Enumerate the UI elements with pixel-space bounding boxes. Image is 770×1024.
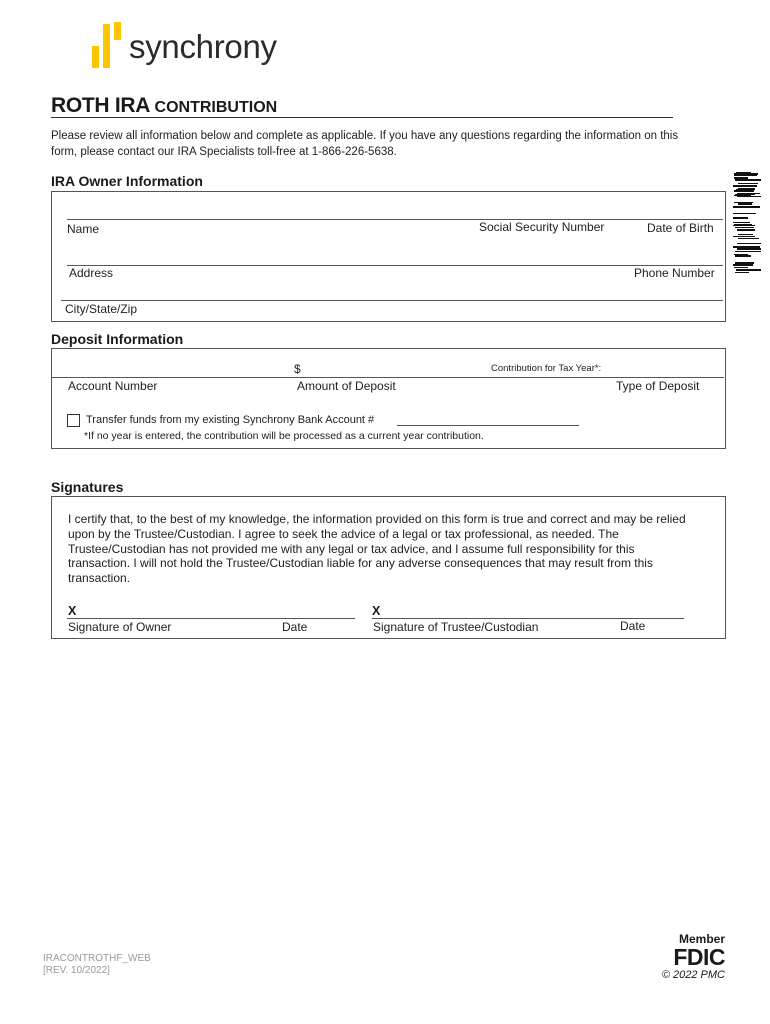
fdic-member-text: Member [678, 932, 725, 946]
barcode-stripe [735, 272, 749, 273]
barcode-stripe [734, 202, 753, 203]
owner-date-label: Date [282, 620, 308, 634]
transfer-funds-checkbox[interactable] [67, 414, 80, 427]
certification-text: I certify that, to the best of my knowledge, the information provided on this form is true and correct and may be relied upon by the Trustee/Custodian. I agree to seek the advice of a legal or tax professional, as needed. The Trustee/Custodian has not provided me with any legal or tax advice, and I assume full responsibility for this transaction. I will not hold the Trustee/Custodian liable for any adverse consequences that may result from this transaction. [68, 512, 686, 586]
barcode-stripe [737, 229, 755, 231]
barcode-stripe [735, 179, 761, 181]
transfer-account-line[interactable] [397, 425, 579, 426]
owner-signature-label: Signature of Owner [68, 620, 172, 634]
deposit-section-heading: Deposit Information [51, 331, 184, 347]
barcode-stripe [736, 269, 761, 271]
title-divider [51, 117, 673, 118]
barcode-stripe [738, 188, 755, 189]
deposit-entry-line[interactable] [51, 377, 724, 378]
city-state-zip-line[interactable] [61, 300, 723, 301]
barcode-stripe [734, 190, 754, 192]
form-title-sub: CONTRIBUTION [154, 99, 278, 116]
barcode-stripe [733, 217, 748, 219]
form-code-block [43, 953, 151, 977]
intro-text: Please review all information below and complete as applicable. If you have any questions regarding the information on this form, please contact our IRA Specialists toll-free at 1-866-226-5638. [51, 130, 679, 158]
signatures-section-heading: Signatures [51, 479, 124, 495]
ssn-label: Social Security Number [479, 220, 605, 234]
synchrony-logo [92, 22, 292, 72]
phone-label: Phone Number [634, 266, 715, 280]
form-title-main: ROTH IRA [51, 94, 151, 117]
barcode-stripe [734, 177, 748, 179]
copyright-text: © 2022 PMC [661, 969, 725, 981]
barcode-stripe [733, 206, 760, 208]
currency-symbol: $ [294, 362, 301, 376]
owner-info-box [51, 191, 726, 322]
account-number-label: Account Number [68, 379, 158, 393]
form-revision: [REV. 10/2022] [43, 965, 110, 976]
barcode-stripe [734, 267, 748, 268]
barcode-stripe [734, 173, 758, 175]
fdic-badge [650, 933, 725, 982]
barcode-stripe [736, 172, 751, 173]
barcode-stripe [735, 251, 761, 252]
tax-year-footnote: *If no year is entered, the contribution will be processed as a current year contribution. [84, 430, 484, 442]
form-code: IRACONTROTHF_WEB [43, 953, 151, 964]
barcode-stripe [733, 222, 750, 223]
barcode-stripe [733, 213, 756, 214]
barcode-stripe [734, 224, 752, 225]
name-label: Name [67, 222, 100, 236]
barcode-stripe [734, 254, 748, 255]
type-of-deposit-label: Type of Deposit [616, 379, 700, 393]
trustee-x-mark: X [372, 604, 381, 618]
barcode-stripe [735, 255, 751, 257]
owner-section-heading: IRA Owner Information [51, 173, 203, 189]
barcode-stripe [738, 183, 758, 184]
barcode-stripe [738, 234, 753, 235]
transfer-funds-label: Transfer funds from my existing Synchrony Bank Account # [86, 414, 375, 426]
barcode-icon [733, 170, 761, 276]
synchrony-bars-icon [92, 22, 122, 70]
owner-x-mark: X [68, 604, 77, 618]
brand-name: synchrony [129, 28, 277, 65]
barcode-stripe [734, 195, 751, 196]
tax-year-label: Contribution for Tax Year*: [491, 363, 602, 374]
barcode-stripe [735, 194, 755, 195]
barcode-stripe [733, 246, 760, 248]
trustee-signature-label: Signature of Trustee/Custodian [373, 620, 539, 634]
city-state-zip-label: City/State/Zip [65, 302, 138, 316]
address-line[interactable] [67, 265, 723, 266]
barcode-stripe [733, 264, 753, 266]
barcode-stripe [737, 193, 760, 194]
trustee-date-label: Date [620, 619, 646, 633]
barcode-stripe [734, 175, 757, 176]
dob-label: Date of Birth [647, 221, 714, 235]
barcode-stripe [737, 243, 761, 244]
barcode-stripe [733, 236, 755, 237]
barcode-stripe [738, 238, 759, 239]
barcode-stripe [738, 203, 752, 205]
address-label: Address [69, 266, 114, 280]
name-line[interactable] [67, 219, 723, 220]
form-title [51, 94, 277, 118]
amount-of-deposit-label: Amount of Deposit [297, 379, 396, 393]
barcode-stripe [736, 189, 755, 190]
barcode-stripe [733, 185, 757, 187]
barcode-stripe [737, 248, 761, 250]
barcode-stripe [737, 196, 761, 197]
fdic-name: FDIC [673, 944, 725, 970]
barcode-stripe [735, 262, 754, 264]
owner-signature-line[interactable] [67, 618, 355, 619]
barcode-stripe [735, 227, 754, 228]
barcode-stripe [733, 225, 755, 226]
